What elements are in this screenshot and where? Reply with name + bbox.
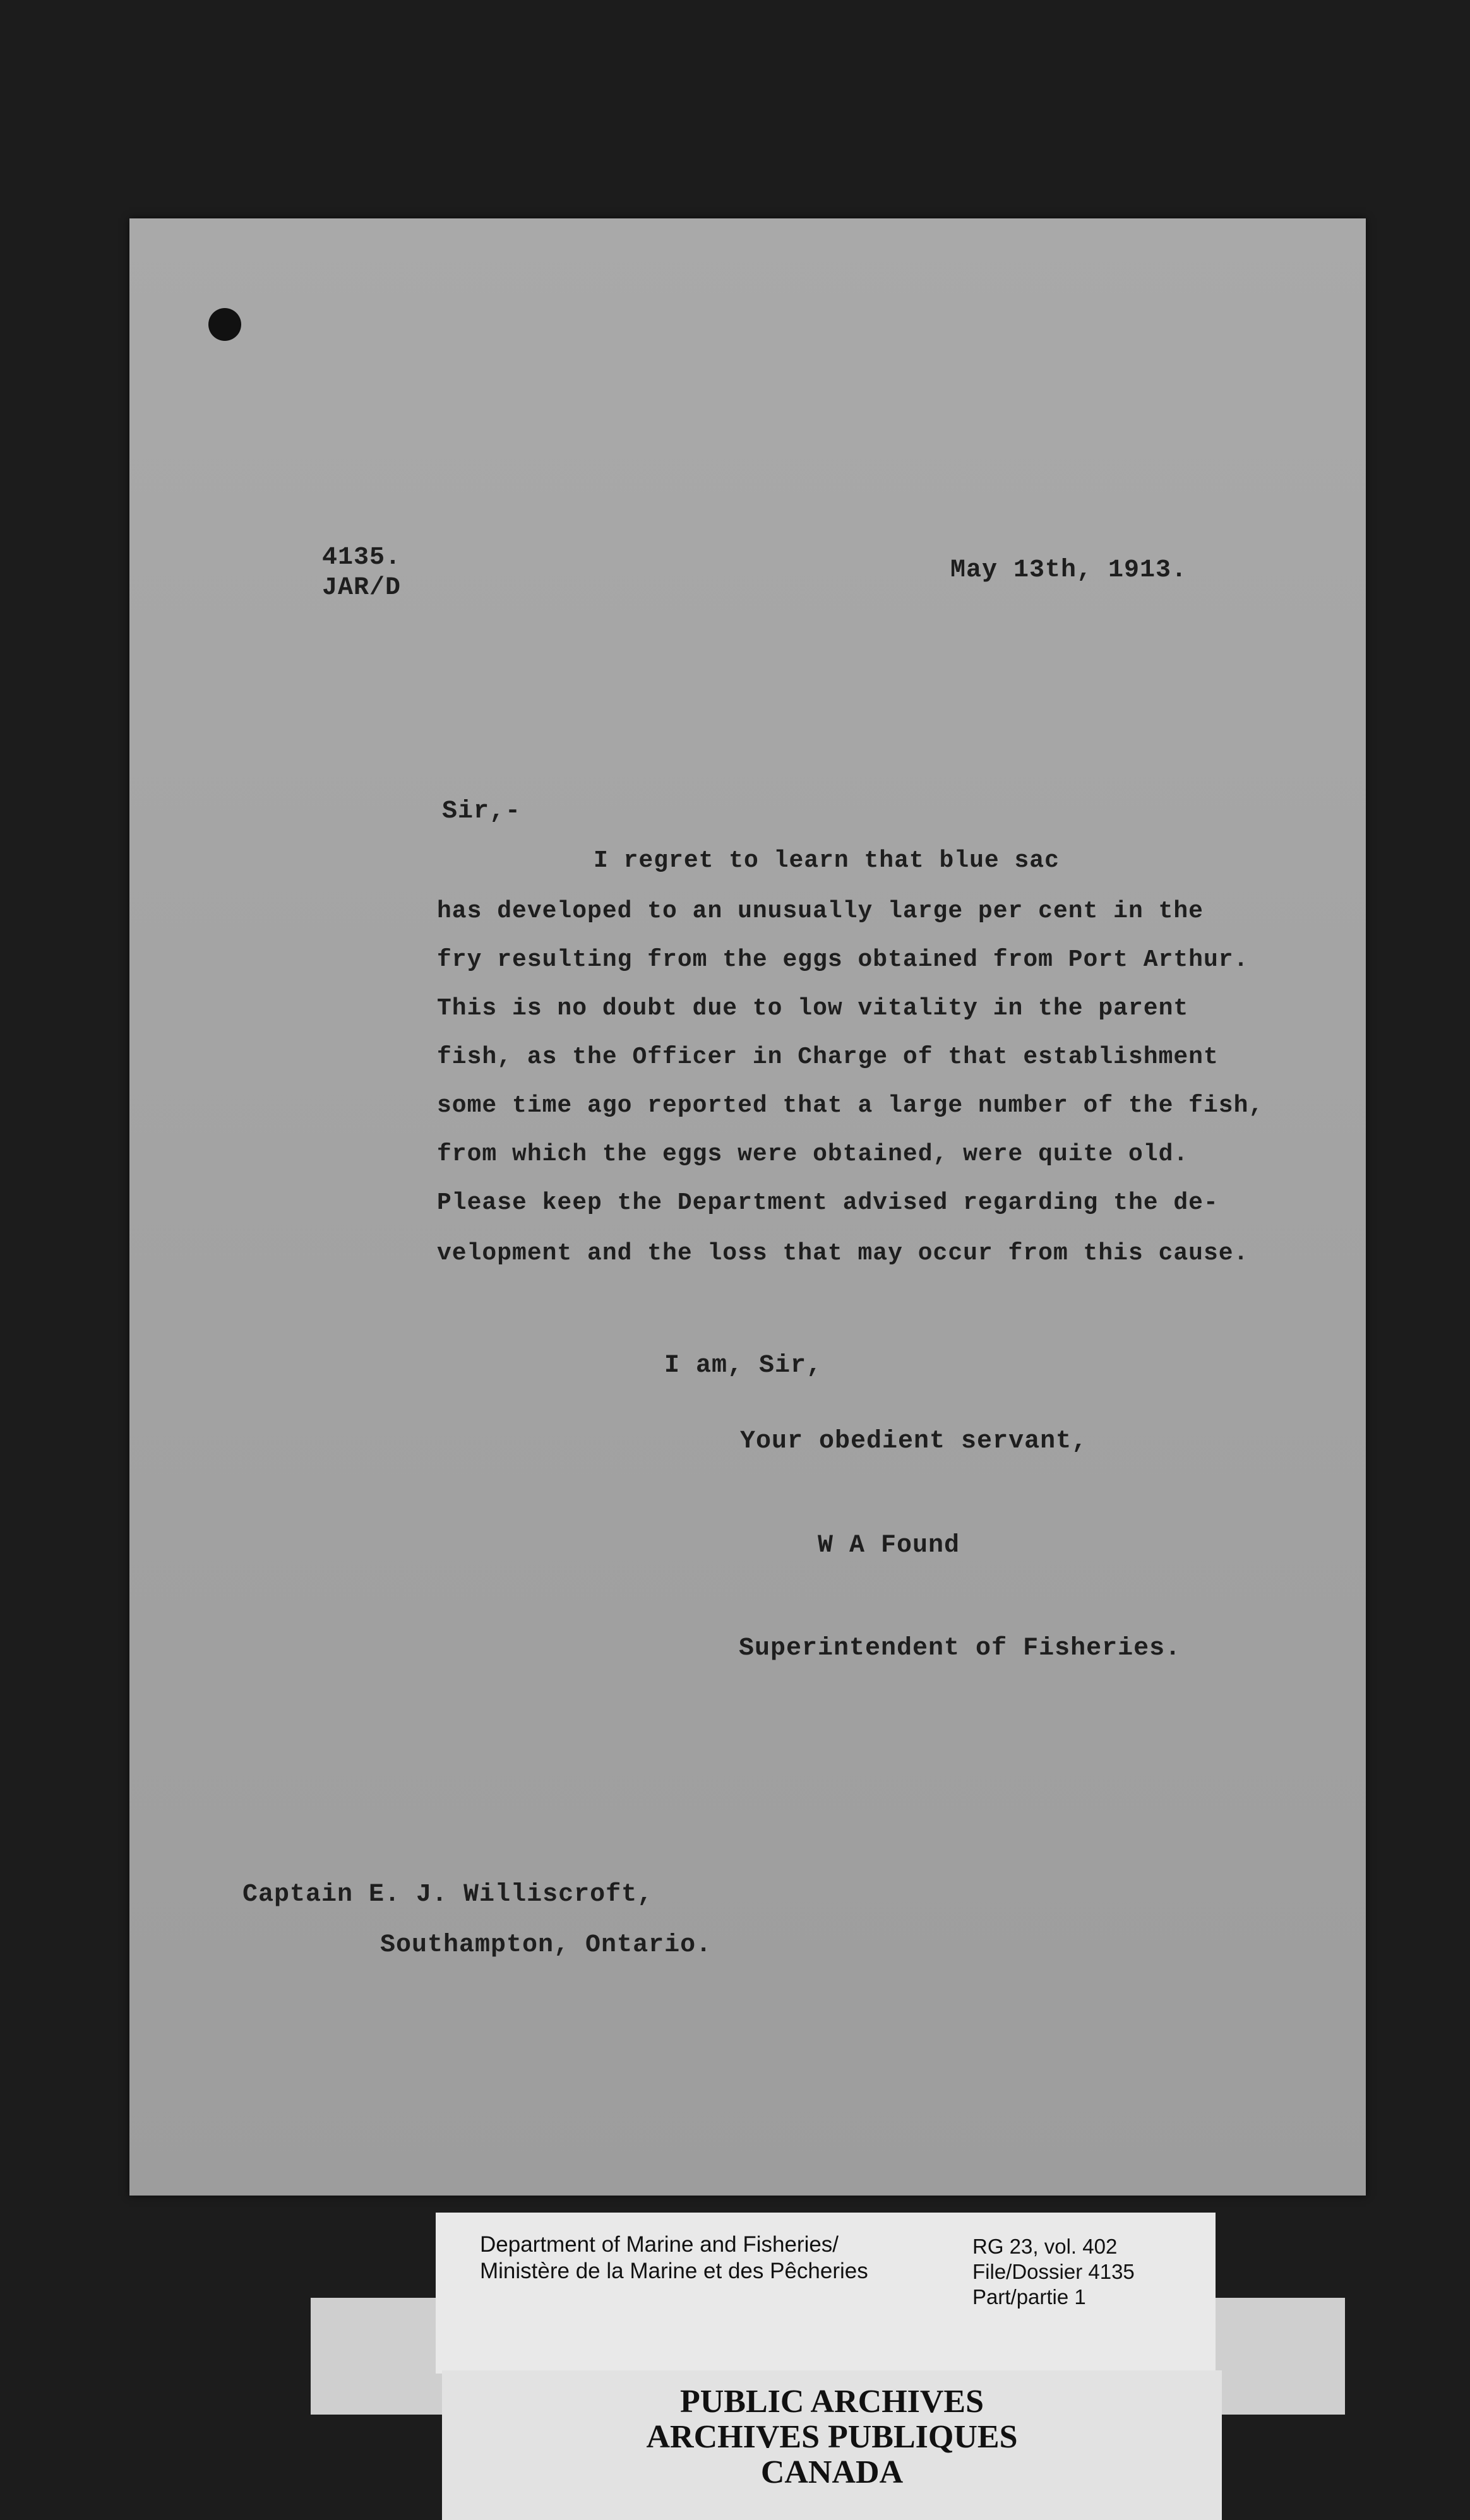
department-en: Department of Marine and Fisheries/: [480, 2232, 839, 2257]
body-line: Please keep the Department advised regarding the de-: [437, 1189, 1219, 1216]
part-partie: Part/partie 1: [972, 2285, 1086, 2309]
file-reference: [322, 543, 401, 603]
archive-label: [436, 2213, 1216, 2374]
body-line: This is no doubt due to low vitality in the parent: [437, 995, 1189, 1022]
file-number: 4135.: [322, 544, 402, 572]
body-line: from which the eggs were obtained, were quite old.: [437, 1141, 1189, 1168]
body-line: I regret to learn that blue sac: [594, 847, 1060, 874]
body-line: velopment and the loss that may occur from this cause.: [437, 1240, 1249, 1267]
punch-hole: [208, 308, 241, 341]
letter-date: May 13th, 1913.: [950, 556, 1188, 585]
stamp-line-1: PUBLIC ARCHIVES: [679, 2384, 984, 2420]
record-group: RG 23, vol. 402: [972, 2235, 1118, 2258]
department-names: [480, 2232, 868, 2285]
archive-stamp: [442, 2370, 1222, 2520]
valediction: Your obedient servant,: [740, 1427, 1088, 1456]
signature: W A Found: [818, 1531, 960, 1560]
addressee-name: Captain E. J. Williscroft,: [242, 1881, 654, 1909]
body-line: some time ago reported that a large number of the fish,: [437, 1092, 1264, 1119]
file-info: [972, 2234, 1135, 2310]
stamp-line-2: ARCHIVES PUBLIQUES: [646, 2419, 1018, 2455]
signature-title: Superintendent of Fisheries.: [739, 1634, 1181, 1663]
body-line: has developed to an unusually large per cent in the: [437, 898, 1204, 925]
file-dossier: File/Dossier 4135: [972, 2260, 1135, 2283]
salutation: Sir,-: [442, 797, 522, 826]
body-line: fish, as the Officer in Charge of that establishment: [437, 1043, 1219, 1071]
closing: I am, Sir,: [664, 1352, 823, 1380]
typist-initials: JAR/D: [322, 574, 402, 602]
addressee-location: Southampton, Ontario.: [380, 1931, 712, 1959]
department-fr: Ministère de la Marine et des Pêcheries: [480, 2259, 868, 2283]
body-line: fry resulting from the eggs obtained from Port Arthur.: [437, 946, 1249, 973]
stamp-line-3: CANADA: [760, 2454, 904, 2490]
